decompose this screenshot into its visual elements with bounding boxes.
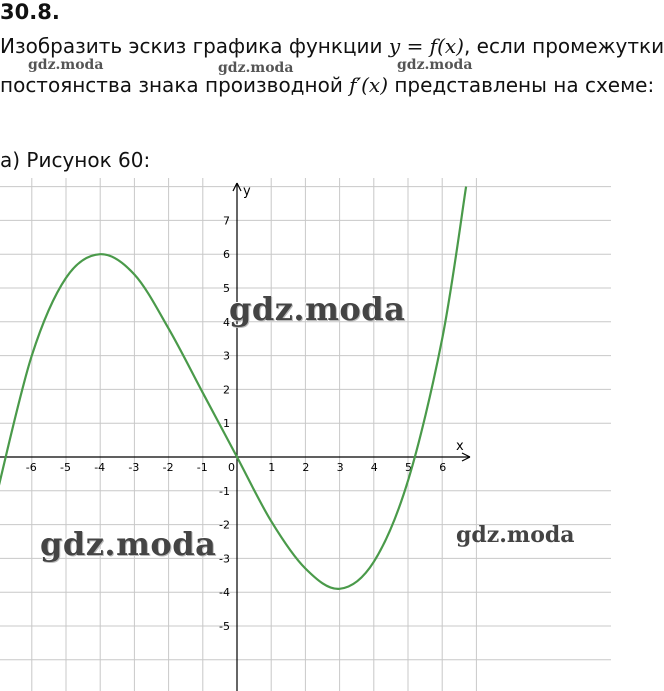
x-tick-label: -5 <box>60 461 71 474</box>
x-tick-label: -2 <box>162 461 174 474</box>
task-rest-1: , если промежутки <box>463 34 664 58</box>
watermark: gdz.moda <box>456 522 575 548</box>
watermark: gdz.moda <box>40 525 217 563</box>
y-tick-label: -3 <box>219 552 230 566</box>
y-tick-label: 4 <box>223 315 230 329</box>
x-tick-label: -6 <box>25 461 37 474</box>
y-tick-label: 1 <box>223 417 230 431</box>
task-math-1: y = f(x) <box>388 34 464 58</box>
x-tick-label: 3 <box>336 461 344 474</box>
x-tick-label: -4 <box>94 461 106 474</box>
y-tick-label: -2 <box>219 518 230 532</box>
x-tick-label: 1 <box>268 461 276 474</box>
y-tick-label: -1 <box>219 484 230 498</box>
axes <box>0 183 470 691</box>
task-text-2: постоянства знака производной <box>0 73 350 97</box>
subpart-label: а) Рисунок 60: <box>0 148 151 172</box>
task-rest-2: представлены на схеме: <box>388 73 655 97</box>
tick-labels <box>26 184 464 633</box>
x-tick-label: -3 <box>128 461 140 474</box>
watermark: gdz.moda <box>218 60 294 76</box>
y-tick-label: -5 <box>219 620 230 633</box>
y-axis-label: y <box>243 184 251 199</box>
y-tick-label: 2 <box>223 383 230 397</box>
y-tick-label: 3 <box>223 349 230 363</box>
y-tick-label: 7 <box>223 214 230 228</box>
x-tick-label: 4 <box>370 461 378 474</box>
watermark: gdz.moda <box>28 57 104 73</box>
y-tick-label: 6 <box>223 248 230 262</box>
x-tick-label: 5 <box>405 461 412 474</box>
x-tick-label: -1 <box>196 461 208 474</box>
function-graph <box>0 178 611 691</box>
task-line-1 <box>0 34 664 58</box>
x-tick-label: 0 <box>228 461 235 474</box>
task-line-2 <box>0 73 654 97</box>
y-tick-label: -4 <box>219 586 230 600</box>
x-axis-label: x <box>456 439 464 454</box>
x-tick-label: 6 <box>439 461 447 474</box>
problem-number: 30.8. <box>0 0 60 24</box>
watermark: gdz.moda <box>229 290 406 328</box>
task-text-1: Изобразить эскиз графика функции <box>0 34 389 58</box>
watermark: gdz.moda <box>397 57 473 73</box>
x-tick-label: 2 <box>302 461 310 474</box>
y-tick-label: 5 <box>223 282 230 295</box>
task-math-2: f′(x) <box>349 73 388 97</box>
